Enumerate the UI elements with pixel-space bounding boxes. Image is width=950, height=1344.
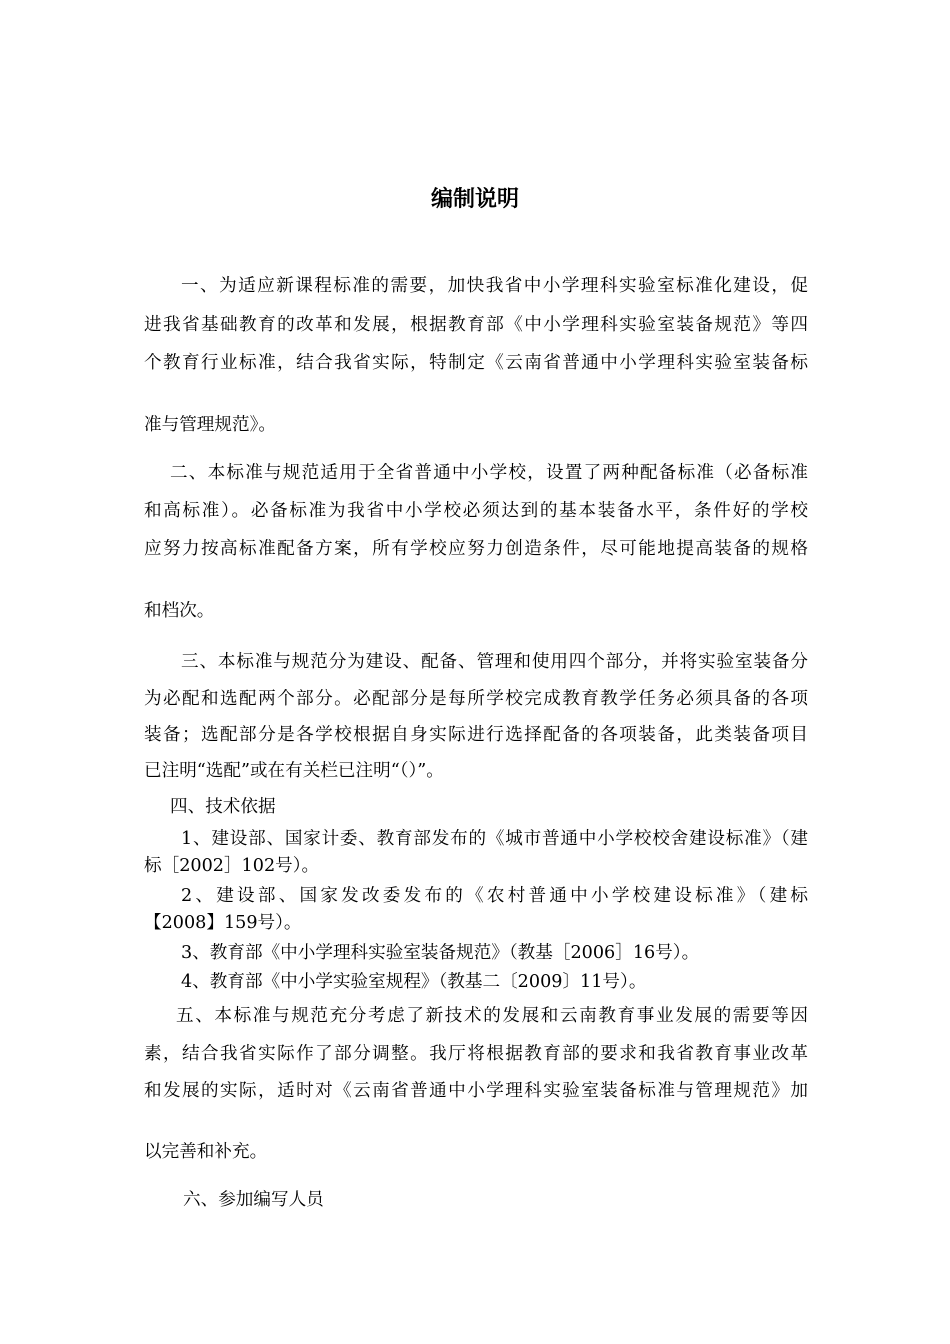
section-5-line: 素，结合我省实际作了部分调整。我厅将根据教育部的要求和我省教育事业改革 (144, 1044, 808, 1064)
section-1-line: 一、为适应新课程标准的需要，加快我省中小学理科实验室标准化建设，促 (181, 276, 808, 296)
section-3-line: 已注明“选配”或在有关栏已注明“（）”。 (144, 761, 444, 781)
section-3-line: 三、本标准与规范分为建设、配备、管理和使用四个部分，并将实验室装备分 (181, 652, 808, 672)
section-3-line: 为必配和选配两个部分。必配部分是每所学校完成教育教学任务必须具备的各项 (144, 689, 808, 709)
basis-item-3: 3、教育部《中小学理科实验室装备规范》（教基［2006］16号）。 (181, 943, 700, 963)
basis-item-1: 1、建设部、国家计委、教育部发布的《城市普通中小学校校舍建设标准》（建 (181, 829, 808, 849)
section-2-line: 和档次。 (144, 601, 215, 621)
section-2-line: 应努力按高标准配备方案，所有学校应努力创造条件，尽可能地提高装备的规格 (144, 539, 808, 559)
section-5-line: 五、本标准与规范充分考虑了新技术的发展和云南教育事业发展的需要等因 (176, 1006, 808, 1026)
section-1-line: 准与管理规范》。 (144, 415, 276, 435)
section-1-line: 个教育行业标准，结合我省实际，特制定《云南省普通中小学理科实验室装备标 (144, 353, 808, 373)
section-3-line: 装备；选配部分是各学校根据自身实际进行选择配备的各项装备，此类装备项目 (144, 725, 808, 745)
section-1-line: 进我省基础教育的改革和发展，根据教育部《中小学理科实验室装备规范》等四 (144, 315, 808, 335)
basis-item-4: 4、教育部《中小学实验室规程》（教基二〔2009〕11号）。 (181, 972, 647, 992)
basis-item-2-cont: 【2008】159号）。 (144, 913, 302, 933)
page-title: 编制说明 (430, 187, 519, 212)
section-5-line: 和发展的实际，适时对《云南省普通中小学理科实验室装备标准与管理规范》加 (144, 1081, 808, 1101)
basis-item-1-cont: 标［2002］102号）。 (144, 856, 320, 876)
section-6-heading: 六、参加编写人员 (183, 1190, 324, 1210)
section-2-line: 和高标准）。必备标准为我省中小学校必须达到的基本装备水平，条件好的学校 (144, 501, 808, 521)
section-2-line: 二、本标准与规范适用于全省普通中小学校，设置了两种配备标准（必备标准 (170, 463, 808, 483)
section-4-heading: 四、技术依据 (170, 797, 276, 817)
section-5-line: 以完善和补充。 (144, 1142, 268, 1162)
basis-item-2: 2、建设部、国家发改委发布的《农村普通中小学校建设标准》（建标 (181, 886, 808, 906)
